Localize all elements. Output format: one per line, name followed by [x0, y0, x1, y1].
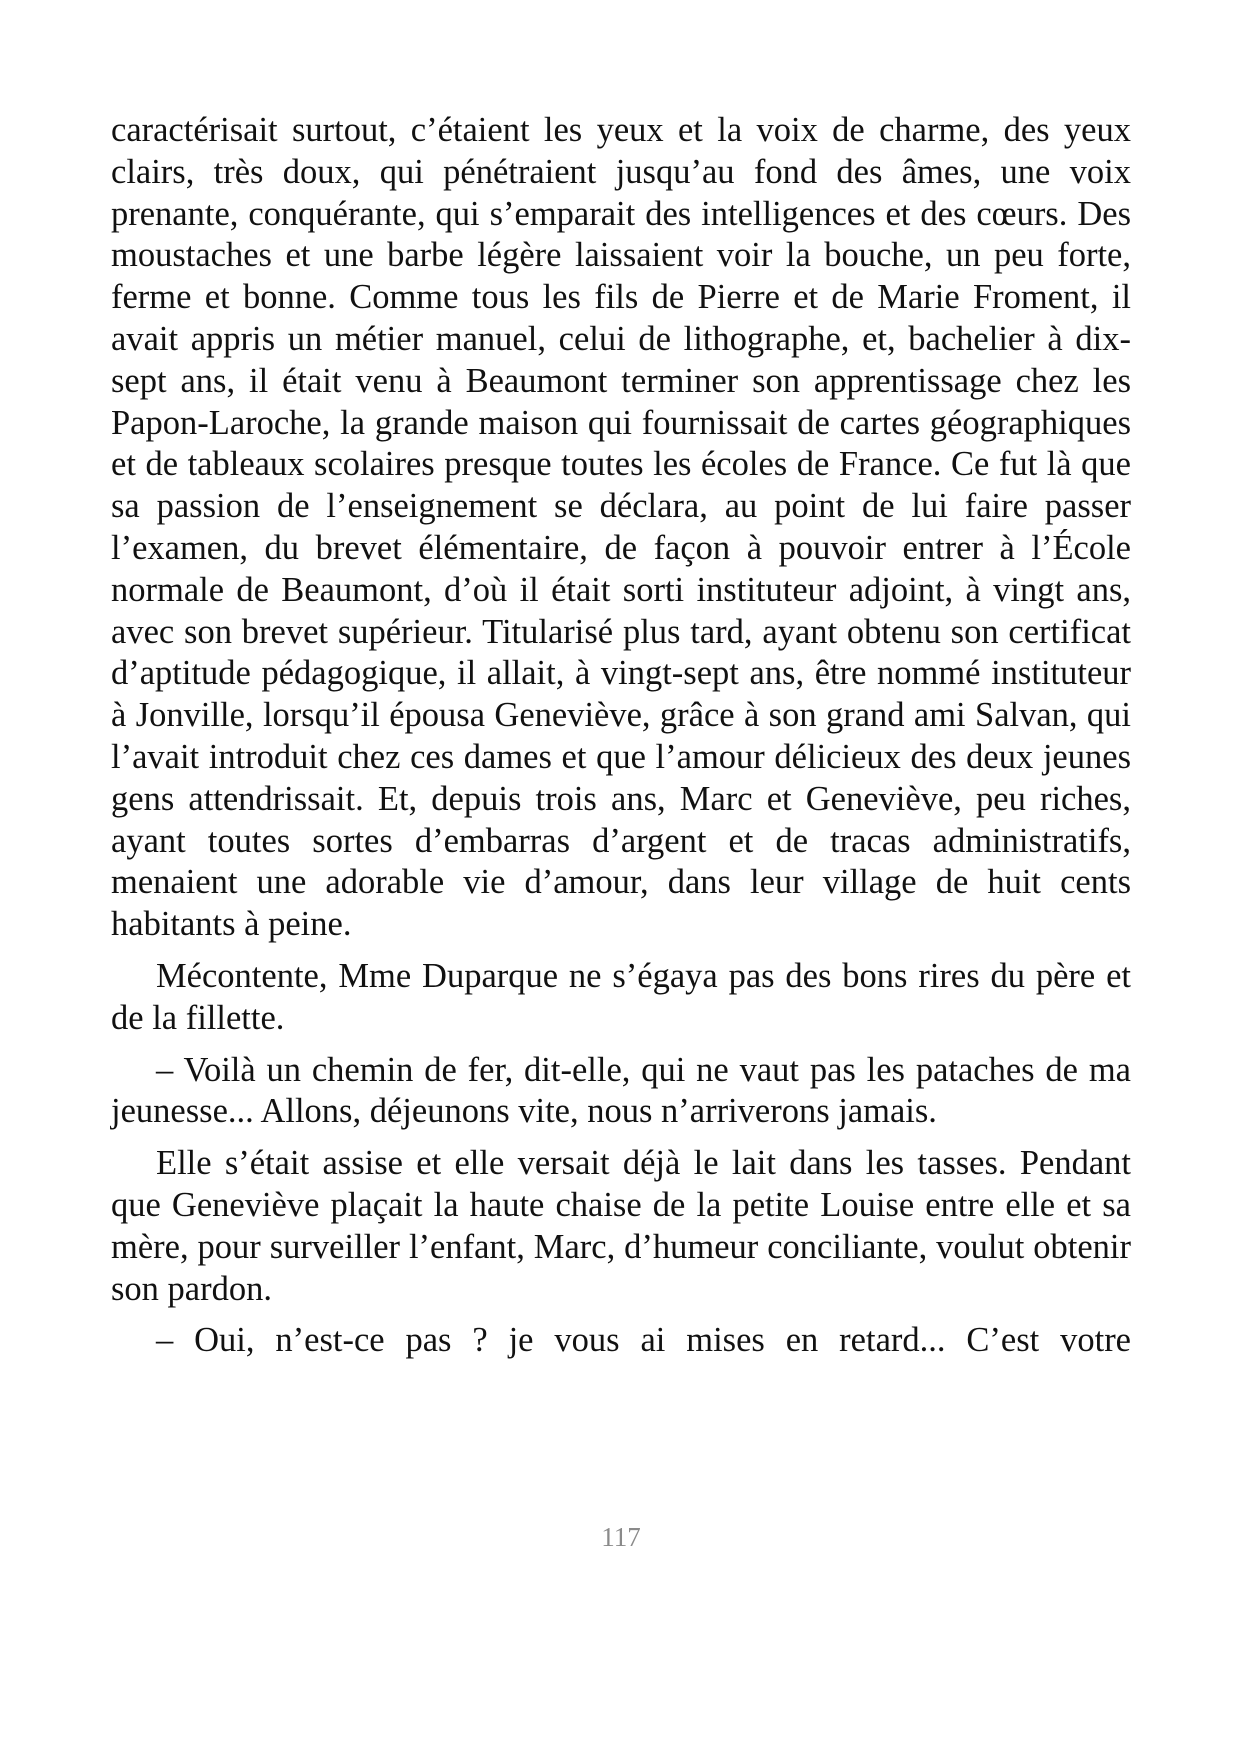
paragraph-continuation: caractérisait surtout, c’étaient les yeux et la voix de charme, des yeux clairs, très doux, qui pénétraient jusqu’au fond des âmes, une voix prenante, conquérante, qui s’emparait des intelligences et des cœurs. Des moustaches et une barbe légère laissaient voir la bouche, un peu forte, ferme et bonne. Comme tous les fils de Pierre et de Marie Froment, il avait appris un métier manuel, celui de lithographe, et, bachelier à dix-sept ans, il était venu à Beaumont terminer son apprentissage chez les Papon-Laroche, la grande maison qui fournissait de cartes géographiques et de tableaux scolaires presque toutes les écoles de France. Ce fut là que sa passion de l’enseignement se déclara, au point de lui faire passer l’examen, du brevet élémentaire, de façon à pouvoir entrer à l’École normale de Beaumont, d’où il était sorti instituteur adjoint, à vingt ans, avec son brevet supérieur. Titularisé plus tard, ayant obtenu son certificat d’aptitude pédagogique, il allait, à vingt-sept ans, être nommé instituteur à Jonville, lorsqu’il épousa Geneviève, grâce à son grand ami Salvan, qui l’avait introduit chez ces dames et que l’amour délicieux des deux jeunes gens attendrissait. Et, depuis trois ans, Marc et Geneviève, peu riches, ayant toutes sortes d’embarras d’argent et de tracas administratifs, menaient une adorable vie d’amour, dans leur village de huit cents habitants à peine. [111, 111, 1131, 944]
paragraph-dialogue-retard: – Oui, n’est-ce pas ? je vous ai mises en retard... C’est votre [156, 1321, 1131, 1360]
paragraph-dialogue-chemin-de-fer: – Voilà un chemin de fer, dit-elle, qui ne vaut pas les pataches de ma jeunesse... Allons, déjeunons vite, nous n’arriverons jamais. [111, 1050, 1131, 1131]
page-body [111, 110, 1131, 1362]
paragraph-mme-duparque: Mécontente, Mme Duparque ne s’égaya pas des bons rires du père et de la fillette. [111, 956, 1131, 1037]
page-number: 117 [601, 1522, 641, 1552]
paragraph-elle-assise: Elle s’était assise et elle versait déjà le lait dans les tasses. Pendant que Geneviève plaçait la haute chaise de la petite Louise entre elle et sa mère, pour surveiller l’enfant, Marc, d’humeur conciliante, voulut obtenir son pardon. [111, 1144, 1131, 1308]
